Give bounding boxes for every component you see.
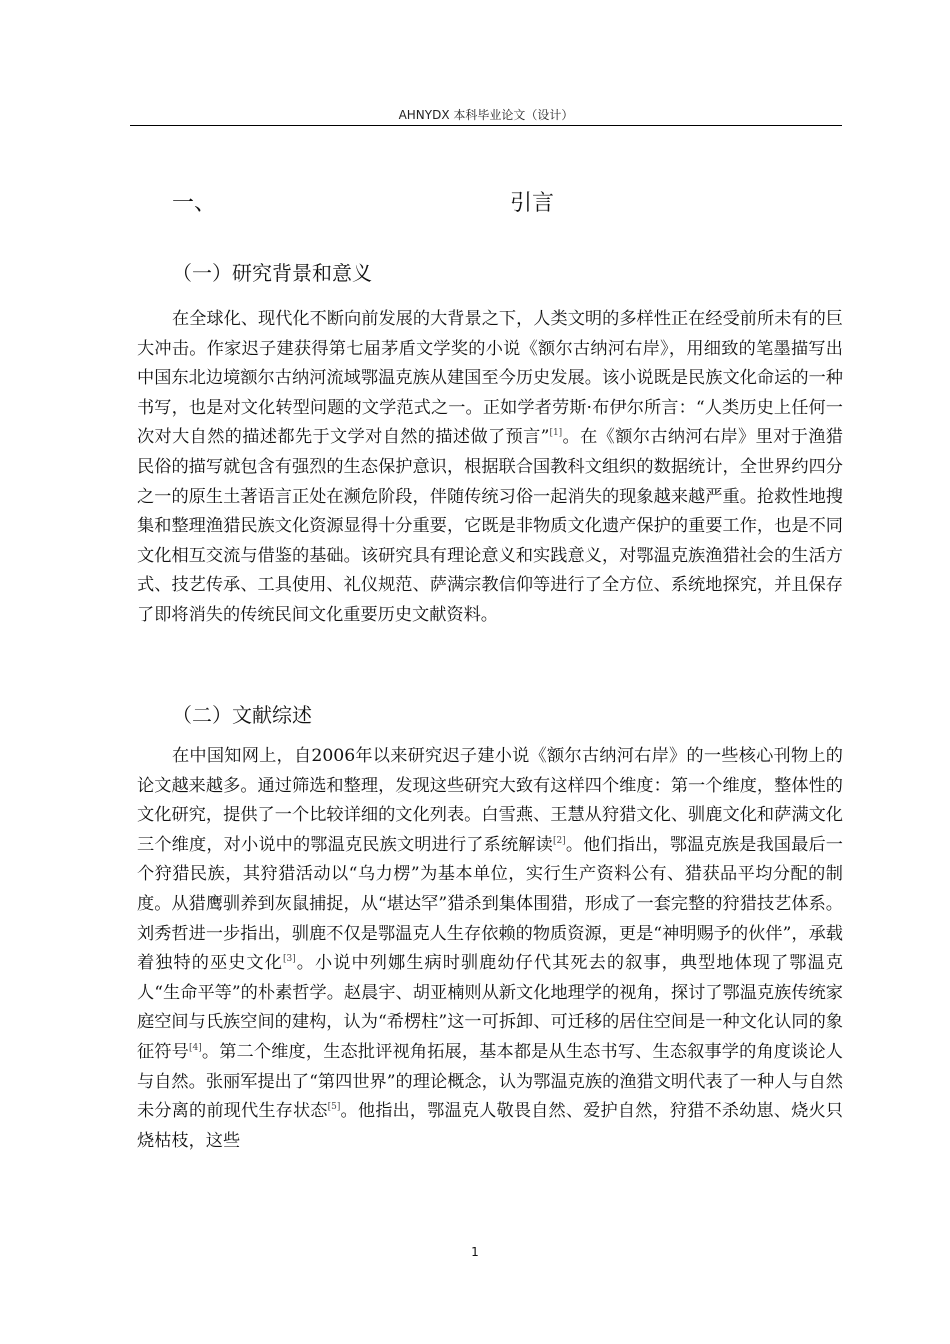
paragraph-text: 在全球化、现代化不断向前发展的大背景之下，人类文明的多样性正在经受前所未有的巨大冲击。作家迟子建获得第七届茅盾文学奖的小说《额尔古纳河右岸》，用细致的笔墨描写出中国东北边境额尔古纳河流域鄂温克族从建国至今历史发展。该小说既是民族文化命运的一种书写，也是对文化转型问题的文学范式之一。正如学者劳斯·布伊尔所言：“人类历史上任何一次对大自然的描述都先于文学对自然的描述做了预言” bbox=[137, 309, 843, 448]
page-number: 1 bbox=[471, 1245, 479, 1259]
chapter-title: 引言 bbox=[510, 191, 555, 216]
paragraph-text: 。他们指出，鄂温克族是我国最后一个狩猎民族，其狩猎活动以“乌力楞”为基本单位，实行生产资料公有、猎获品平均分配的制度。从猎鹰驯养到灰鼠捕捉，从“堪达罕”猎杀到集体围猎，形成了一套完整的狩猎技艺体系。刘秀哲进一步指出，驯鹿不仅是鄂温克人生存依赖的物质资源，更是“神明赐予的伙伴”，承载着独特的巫史文化 bbox=[137, 834, 843, 974]
citation-4: [4] bbox=[189, 1042, 202, 1053]
section-heading-background: （一）研究背景和意义 bbox=[172, 261, 372, 285]
chapter-number: 一、 bbox=[172, 191, 217, 216]
chapter-heading bbox=[172, 186, 842, 220]
paragraph-text: 在中国知网上，自2006年以来研究迟子建小说《额尔古纳河右岸》的一些核心刊物上的论文越来越多。通过筛选和整理，发现这些研究大致有这样四个维度：第一个维度，整体性的文化研究，提供了一个比较详细的文化列表。白雪燕、王慧从狩猎文化、驯鹿文化和萨满文化三个维度，对小说中的鄂温克民族文明进行了系统解读 bbox=[137, 746, 843, 855]
citation-5: [5] bbox=[327, 1102, 341, 1113]
running-header: AHNYDX 本科毕业论文（设计） bbox=[398, 108, 574, 122]
paragraph-text: 。他指出，鄂温克人敬畏自然、爱护自然，狩猎不杀幼崽、烧火只烧枯枝，这些 bbox=[137, 1101, 843, 1151]
header-divider bbox=[130, 125, 842, 126]
paragraph-text: 。小说中列娜生病时驯鹿幼仔代其死去的叙事，典型地体现了鄂温克人“生命平等”的朴素哲学。赵晨宇、胡亚楠则从新文化地理学的视角，探讨了鄂温克族传统家庭空间与氏族空间的建构，认为“希楞柱”这一可拆卸、可迁移的居住空间是一种文化认同的象征符号 bbox=[137, 953, 843, 1062]
paragraph-background bbox=[137, 305, 843, 631]
citation-3: [3] bbox=[282, 954, 296, 965]
section-heading-literature-review: （二）文献综述 bbox=[172, 703, 312, 727]
paragraph-literature-review bbox=[137, 742, 843, 1156]
citation-1: [1] bbox=[549, 428, 563, 439]
citation-2: [2] bbox=[552, 835, 566, 846]
paragraph-text: 。在《额尔古纳河右岸》里对于渔猎民俗的描写就包含有强烈的生态保护意识，根据联合国教科文组织的数据统计，全世界约四分之一的原生土著语言正处在濒危阶段，伴随传统习俗一起消失的现象越来越严重。抢救性地搜集和整理渔猎民族文化资源显得十分重要，它既是非物质文化遗产保护的重要工作，也是不同文化相互交流与借鉴的基础。该研究具有理论意义和实践意义，对鄂温克族渔猎社会的生活方式、技艺传承、工具使用、礼仪规范、萨满宗教信仰等进行了全方位、系统地探究，并且保存了即将消失的传统民间文化重要历史文献资料。 bbox=[137, 427, 843, 625]
paragraph-text: 。第二个维度，生态批评视角拓展，基本都是从生态书写、生态叙事学的角度谈论人与自然。张丽军提出了“第四世界”的理论概念，认为鄂温克族的渔猎文明代表了一种人与自然未分离的前现代生存状态 bbox=[137, 1041, 843, 1122]
